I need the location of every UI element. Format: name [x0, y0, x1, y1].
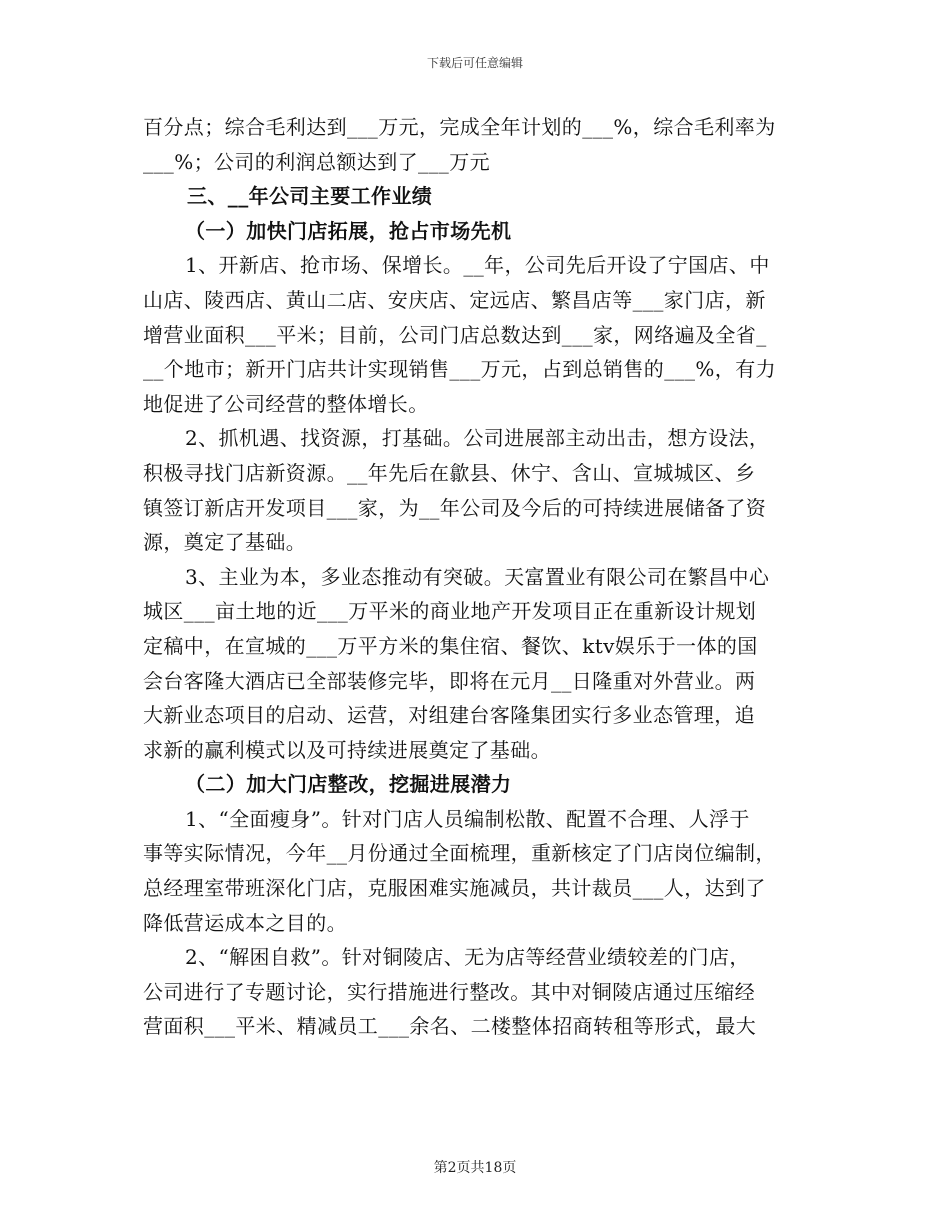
page-header: 下载后可任意编辑: [426, 56, 523, 70]
document-body: [143, 110, 807, 1044]
paragraph-line: ___%；公司的利润总额达到了___万元: [143, 149, 491, 174]
paragraph-line: 求新的赢利模式以及可持续进展奠定了基础。: [143, 737, 551, 762]
section-heading: 三、__年公司主要工作业绩: [187, 184, 433, 209]
paragraph-line: 积极寻找门店新资源。__年先后在歙县、休宁、含山、宣城城区、乡: [143, 460, 756, 485]
paragraph-line: 1、“全面瘦身”。针对门店人员编制松散、配置不合理、人浮于: [185, 806, 750, 831]
paragraph-line: 2、“解困自救”。针对铜陵店、无为店等经营业绩较差的门店，: [185, 945, 750, 970]
paragraph-line: 增营业面积___平米；目前，公司门店总数达到___家，网络遍及全省_: [143, 322, 767, 347]
paragraph-line: 地促进了公司经营的整体增长。: [143, 391, 429, 416]
paragraph-line: 百分点；综合毛利达到___万元，完成全年计划的___%，综合毛利率为: [143, 115, 776, 139]
paragraph-line: 3、主业为本，多业态推动有突破。天富置业有限公司在繁昌中心: [185, 564, 770, 589]
subsection-heading: （一）加快门店拓展，抢占市场先机: [185, 218, 512, 243]
paragraph-line: 降低营运成本之目的。: [143, 910, 347, 935]
paragraph-line: 大新业态项目的启动、运营，对组建台客隆集团实行多业态管理，追: [143, 703, 755, 728]
page-number: 第2页共18页: [433, 1160, 517, 1176]
paragraph-line: 会台客隆大酒店已全部装修完毕，即将在元月__日隆重对外营业。两: [143, 668, 756, 693]
subsection-heading: （二）加大门店整改，挖掘进展潜力: [185, 772, 512, 797]
paragraph-line: 营面积___平米、精减员工___余名、二楼整体招商转租等形式，最大: [143, 1014, 757, 1039]
paragraph-line: 2、抓机遇、找资源，打基础。公司进展部主动出击，想方设法，: [185, 426, 770, 451]
paragraph-line: 山店、陵西店、黄山二店、安庆店、定远店、繁昌店等___家门店，新: [143, 287, 766, 312]
paragraph-line: 事等实际情况，今年__月份通过全面梳理，重新核定了门店岗位编制，: [143, 841, 776, 866]
paragraph-line: 公司进行了专题讨论，实行措施进行整改。其中对铜陵店通过压缩经: [143, 979, 755, 1004]
paragraph-line: 1、开新店、抢市场、保增长。__年，公司先后开设了宁国店、中: [185, 253, 770, 278]
paragraph-line: 总经理室带班深化门店，克服困难实施减员，共计裁员___人，达到了: [143, 876, 766, 901]
paragraph-line: 源，奠定了基础。: [143, 530, 307, 555]
paragraph-line: 定稿中，在宣城的___万平方米的集住宿、餐饮、ktv娱乐于一体的国: [143, 633, 758, 658]
paragraph-line: __个地市；新开门店共计实现销售___万元，占到总销售的___%，有力: [143, 357, 777, 382]
paragraph-line: 镇签订新店开发项目___家，为__年公司及今后的可持续进展储备了资: [143, 495, 767, 520]
paragraph-line: 城区___亩土地的近___万平米的商业地产开发项目正在重新设计规划: [143, 599, 757, 624]
